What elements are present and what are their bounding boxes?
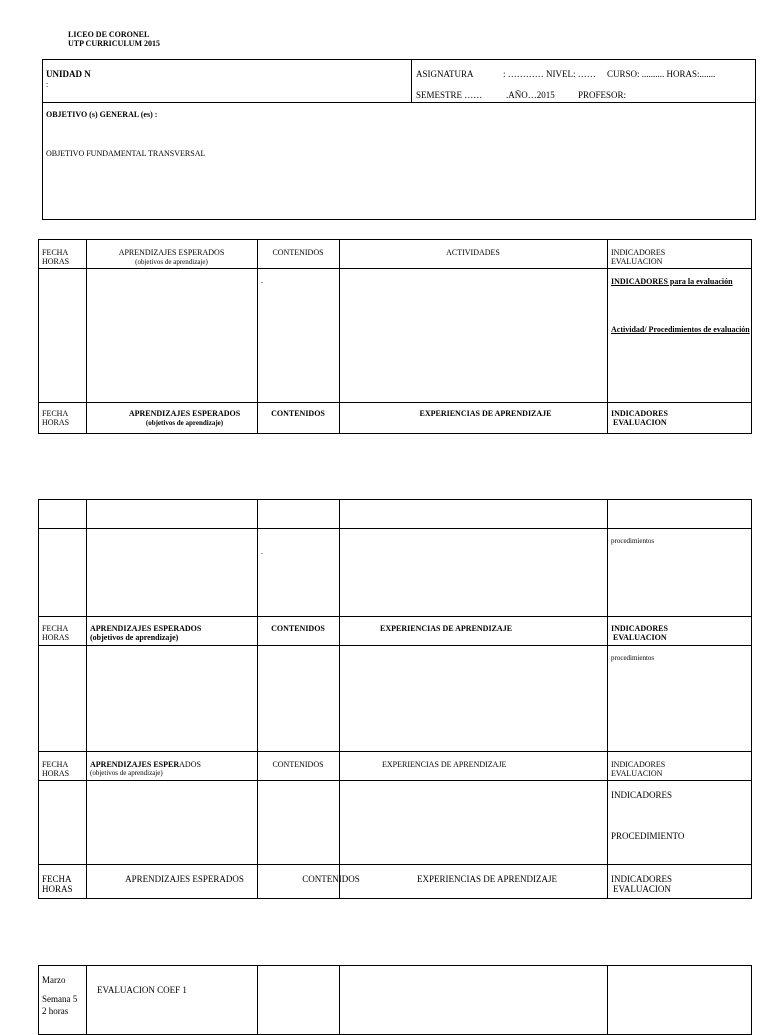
col-indicadores: INDICADORES <box>611 624 668 633</box>
t2-col-line <box>257 499 258 899</box>
col-experiencias: EXPERIENCIAS DE APRENDIZAJE <box>416 874 557 884</box>
school-name: LICEO DE CORONEL <box>68 30 150 39</box>
t3-col-line <box>339 965 340 1035</box>
unit-box-divider <box>42 102 756 103</box>
col-fecha: FECHA <box>42 624 69 633</box>
anio-label: .AÑO…2015 <box>506 90 555 100</box>
evaluacion-coef-label: EVALUACION COEF 1 <box>97 985 187 995</box>
procedimientos-label: procedimientos <box>611 654 655 662</box>
col-objetivos: (objetivos de aprendizaje) <box>90 633 179 642</box>
procedimiento-label: PROCEDIMIENTO <box>611 831 685 841</box>
col-contenidos: CONTENIDOS <box>271 624 325 633</box>
col-fecha: FECHA <box>42 409 69 418</box>
t1-col-line <box>257 239 258 434</box>
col-horas: HORAS <box>42 769 70 778</box>
col-evaluacion: EVALUACION <box>611 257 663 266</box>
col-actividades: ACTIVIDADES <box>446 248 500 257</box>
t2-col-line <box>86 499 87 899</box>
oft-label: OBJETIVO FUNDAMENTAL TRANSVERSAL <box>46 149 206 158</box>
indicadores-label: INDICADORES <box>611 790 673 800</box>
profesor-label: PROFESOR: <box>578 90 627 100</box>
col-fecha: FECHA <box>42 248 69 257</box>
col-objetivos: (objetivos de aprendizaje) <box>90 769 163 777</box>
t2-col-line <box>607 499 608 899</box>
t3-col-line <box>607 965 608 1035</box>
col-indicadores: INDICADORES <box>611 248 666 257</box>
unit-box-vdivider <box>411 59 412 102</box>
t2-row-line <box>38 751 752 752</box>
col-contenidos: CONTENIDOS <box>272 760 324 769</box>
department-name: UTP CURRICULUM 2015 <box>68 39 160 48</box>
semana-label: Semana 5 <box>42 994 78 1004</box>
col-contenidos: CONTENIDOS <box>271 409 325 418</box>
col-evaluacion: EVALUACION <box>613 884 671 894</box>
col-aprendizajes: APRENDIZAJES ESPERADOS <box>118 248 225 257</box>
col-experiencias: EXPERIENCIAS DE APRENDIZAJE <box>380 624 513 633</box>
indicadores-evaluacion-label: INDICADORES para la evaluación <box>611 277 733 286</box>
col-horas: HORAS <box>42 633 70 642</box>
col-aprendizajes: APRENDIZAJES ESPERADOS <box>125 874 244 884</box>
content-dot: . <box>261 547 263 556</box>
col-horas: HORAS <box>42 257 70 266</box>
t2-col-line <box>339 499 340 899</box>
content-dot: . <box>261 276 263 285</box>
t2-row-line <box>38 780 752 781</box>
col-objetivos: (objetivos de aprendizaje) <box>145 419 224 427</box>
planning-table-3 <box>38 965 752 1035</box>
t3-col-line <box>86 965 87 1035</box>
col-aprendizajes: APRENDIZAJES ESPERADOS <box>90 624 202 633</box>
t1-col-line <box>607 239 608 434</box>
t1-row-line <box>38 402 752 403</box>
col-contenidos: CONTENIDOS <box>302 874 360 884</box>
t1-col-line <box>339 239 340 434</box>
unit-box <box>42 59 756 220</box>
col-fecha: FECHA <box>42 874 72 884</box>
unidad-colon: : <box>46 80 49 89</box>
col-evaluacion: EVALUACION <box>611 769 663 778</box>
col-indicadores: INDICADORES <box>611 409 668 418</box>
objetivo-general-label: OBJETIVO (s) GENERAL (es) : <box>46 110 158 119</box>
col-indicadores: INDICADORES <box>611 874 673 884</box>
unidad-label: UNIDAD N <box>46 69 91 79</box>
semestre-label: SEMESTRE …… <box>416 90 483 100</box>
col-experiencias: EXPERIENCIAS DE APRENDIZAJE <box>382 760 507 769</box>
t2-row-line <box>38 528 752 529</box>
t2-row-line <box>38 616 752 617</box>
col-evaluacion: EVALUACION <box>613 418 667 427</box>
col-evaluacion: EVALUACION <box>613 633 667 642</box>
col-horas: HORAS <box>42 884 73 894</box>
t3-col-line <box>257 965 258 1035</box>
curso-horas-label: CURSO: .......... HORAS:....... <box>607 69 716 79</box>
procedimientos-label: procedimientos <box>611 537 655 545</box>
t1-row-line <box>38 268 752 269</box>
col-objetivos: (objetivos de aprendizaje) <box>135 258 208 266</box>
actividad-procedimientos-label: Actividad/ Procedimientos de evaluación <box>611 326 750 334</box>
t1-col-line <box>86 239 87 434</box>
horas-label: 2 horas <box>42 1006 69 1016</box>
col-indicadores: INDICADORES <box>611 760 666 769</box>
asignatura-label: ASIGNATURA <box>416 69 474 79</box>
t2-row-line <box>38 864 752 865</box>
col-aprendizajes-rest: ADOS <box>179 760 201 769</box>
col-experiencias: EXPERIENCIAS DE APRENDIZAJE <box>419 409 552 418</box>
col-horas: HORAS <box>42 418 70 427</box>
col-aprendizajes-bold: APRENDIZAJES ESPER <box>90 760 180 769</box>
nivel-label: : ………… NIVEL: …… <box>503 69 596 79</box>
col-aprendizajes: APRENDIZAJES ESPERADOS <box>128 409 241 418</box>
col-contenidos: CONTENIDOS <box>272 248 324 257</box>
t2-row-line <box>38 645 752 646</box>
mes-label: Marzo <box>42 975 66 985</box>
col-fecha: FECHA <box>42 760 69 769</box>
